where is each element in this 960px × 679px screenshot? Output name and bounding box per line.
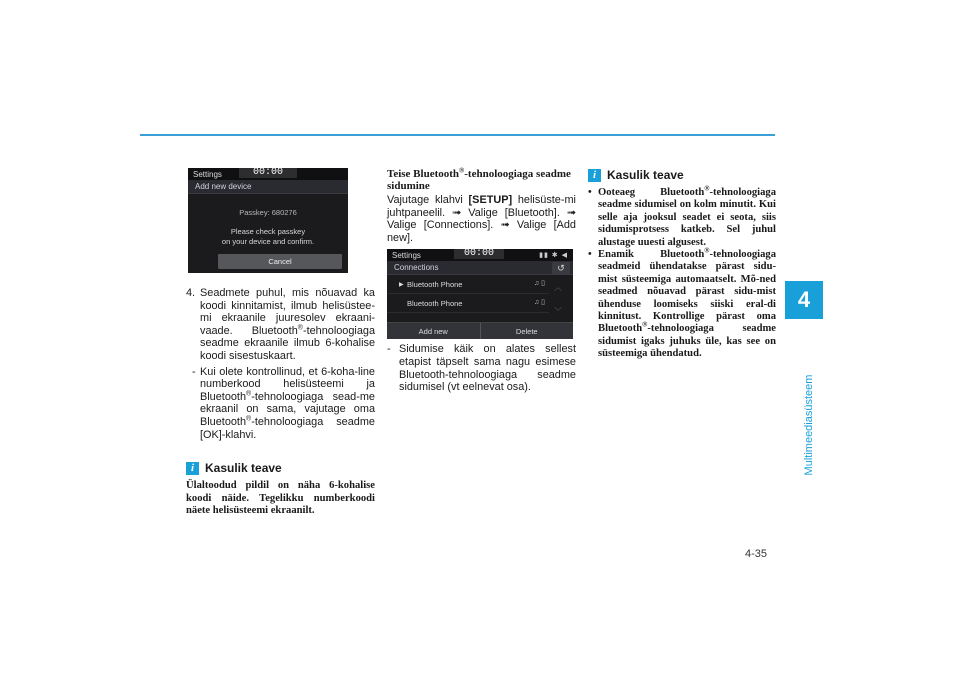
cancel-button[interactable]: Cancel	[218, 254, 342, 269]
passkey-text: Passkey: 680276	[239, 208, 297, 217]
info-box-1	[186, 461, 375, 517]
play-icon: ▶	[399, 281, 404, 288]
device-name: Bluetooth Phone	[407, 298, 463, 308]
dash-text: Sidumise käik on alates sellest etapist täpselt sama nagu esimese Bluetooth-tehnoloogiaga seadme sidumisel (vt eelnevat osa).	[399, 343, 576, 394]
registered-mark: ®	[704, 184, 710, 193]
para-b: helisüste-mi juhtpaneelil. ➟ Valige [Bluetooth]. ➟ Valige [Connections]. ➟ Valige [Add new].	[387, 194, 576, 244]
sub-text-a: Kui olete kontrollinud, et 6-koha-line numberkood helisüsteemi ja Bluetooth	[200, 365, 375, 403]
screen-subtitle: Connections	[387, 261, 573, 275]
bullet: •	[588, 249, 592, 261]
screen-clock: 00:00	[454, 249, 504, 259]
sub-item	[192, 366, 375, 442]
info-title: Kasulik teave	[205, 461, 282, 476]
dash: -	[192, 365, 196, 378]
bullet-text-b: -tehnoloogiaga seadme sidumisel on kolm minutit. Kui selle aja jooksul seadet ei seota, siis sidumisprotsess katkeb. Sel juhul alustage uuesti algusest.	[598, 187, 776, 248]
sub-text-c: -tehnoloogiaga seadme [OK]-klahvi.	[200, 415, 375, 441]
item-text	[200, 287, 375, 363]
status-icons: ▮▮ ✱ ◀	[539, 252, 568, 260]
top-rule	[140, 134, 775, 136]
passkey-screen	[188, 168, 348, 273]
item-number: 4.	[186, 287, 196, 299]
dash-item	[387, 343, 576, 393]
info-icon: i	[186, 462, 199, 475]
info-icon: i	[588, 169, 601, 182]
device-status-icons: ♫ ▯	[533, 299, 545, 307]
registered-mark: ®	[297, 324, 303, 332]
screen-title: Settings	[392, 250, 421, 260]
item-text-b: -tehnoloogiaga seadme ekraanile ilmub 6-kohalise koodi sisestuskaart.	[200, 324, 375, 362]
delete-button[interactable]: Delete	[515, 326, 538, 336]
bullet-text-b: -tehnoloogiaga seadmeid ühendatakse pärast sidu-mist süsteemiga automaatselt. Mõ-ned seadmed nõuavad pärast sidu-mist ühenduse loomiseks siiski eral-di kinnitust. Kontrollige pärast oma Bluetooth	[598, 249, 776, 335]
registered-mark: ®	[246, 415, 252, 423]
screen-title: Settings	[193, 169, 222, 179]
add-new-button[interactable]: Add new	[387, 323, 481, 339]
bullet-item	[588, 184, 776, 249]
passkey-message-line2: on your device and confirm.	[221, 237, 315, 246]
sub-item-text	[200, 366, 375, 442]
registered-mark: ®	[246, 390, 252, 398]
screen-header	[387, 249, 573, 261]
bullet-text-a: Enamik Bluetooth	[598, 249, 705, 261]
para-a: Vajutage klahvi	[387, 194, 469, 206]
info-bullets	[588, 184, 776, 361]
column-2	[387, 168, 576, 394]
device-row[interactable]	[387, 294, 549, 313]
section-paragraph	[387, 194, 576, 244]
setup-key: [SETUP]	[468, 194, 513, 206]
screen-footer	[387, 322, 573, 339]
info-heading	[588, 168, 776, 182]
registered-mark: ®	[642, 320, 648, 329]
scroll-down-icon[interactable]: ﹀	[554, 306, 562, 316]
bullet-text	[598, 184, 776, 249]
registered-mark: ®	[704, 246, 710, 255]
section-title	[387, 168, 576, 192]
chapter-title-side	[803, 325, 817, 525]
device-name: Bluetooth Phone	[407, 279, 463, 289]
step-4	[186, 287, 375, 441]
info-title: Kasulik teave	[607, 168, 684, 182]
scroll-column	[543, 275, 573, 323]
info-text: Ülaltoodud pildil on näha 6-kohalise koodi näide. Tegelikku numberkoodi näete helisüsteemi ekraanilt.	[186, 480, 375, 516]
scroll-up-icon[interactable]: ︿	[554, 282, 562, 292]
bullet-text-a: Ooteaeg Bluetooth	[598, 187, 705, 198]
device-status-icons: ♫ ▯	[533, 280, 545, 288]
screen-clock: 00:00	[239, 168, 297, 178]
chapter-number-tab: 4	[785, 281, 823, 319]
dash-note	[387, 343, 576, 393]
passkey-message-line1: Please check passkey	[230, 227, 306, 236]
passkey-message	[188, 227, 348, 247]
registered-mark: ®	[459, 166, 465, 175]
bullet: •	[588, 187, 592, 198]
screen-subtitle: Add new device	[188, 180, 348, 194]
screen-header	[188, 168, 348, 180]
device-row[interactable]	[387, 275, 549, 294]
chapter-title: Multimeediasüsteem	[803, 374, 815, 476]
column-1	[186, 168, 375, 517]
sub-text-b: -tehnoloogiaga sead-me ekraanil on sama, vajutage oma Bluetooth	[200, 390, 375, 428]
column-3	[588, 168, 776, 361]
numbered-item	[186, 287, 375, 363]
back-icon[interactable]: ↺	[552, 262, 570, 274]
section-title-a: Teise Bluetooth	[387, 168, 460, 180]
page-number: 4-35	[745, 548, 768, 560]
dash: -	[387, 343, 391, 356]
item-text-a: Seadmete puhul, mis nõuavad ka koodi kinnitamist, ilmub helisüstee-mi ekraanile juuresolev ekraani-vaade. Bluetooth	[200, 287, 375, 337]
info-heading	[186, 461, 375, 475]
bullet-text	[598, 246, 776, 361]
connections-screen	[387, 249, 573, 339]
section-title-b: -tehnoloogiaga seadme sidumine	[387, 168, 571, 192]
bullet-item	[588, 246, 776, 361]
bullet-text-c: -tehnoloogiaga seadme sidumist igaks juhuks üle, kas see on süsteemiga ühendatud.	[598, 323, 776, 360]
